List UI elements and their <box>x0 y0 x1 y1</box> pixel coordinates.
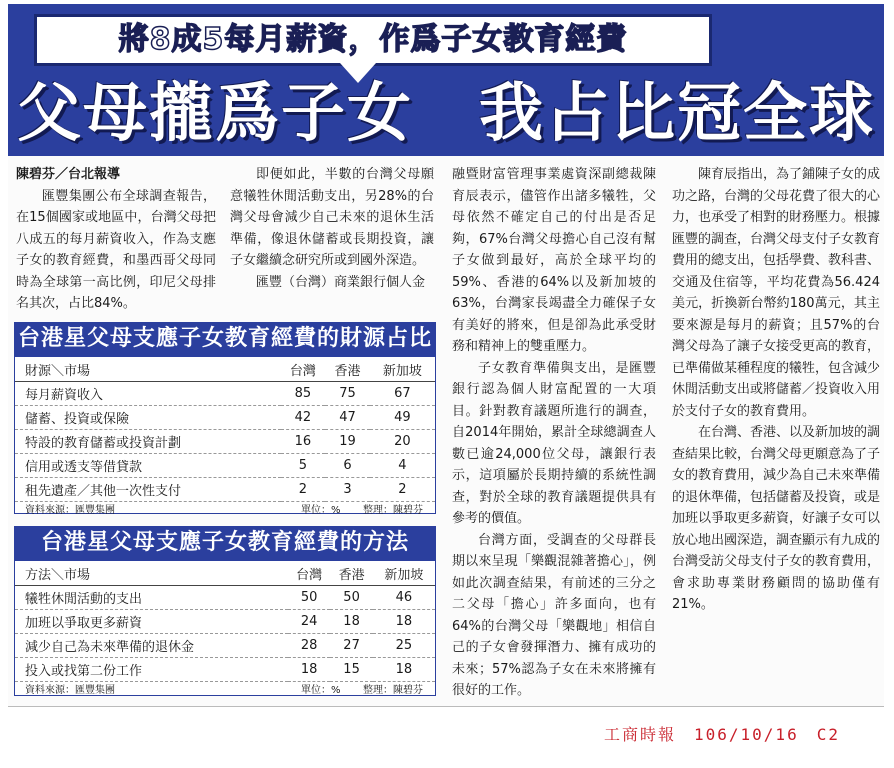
cell-hongkong: 47 <box>325 406 370 430</box>
editor-note: 整理：陳碧芬 <box>363 505 423 516</box>
funding-source-title: 台港星父母支應子女教育經費的財源占比 <box>14 322 436 356</box>
cell-singapore: 49 <box>370 406 435 430</box>
funding-source-table <box>15 357 435 502</box>
cell-hongkong: 19 <box>325 430 370 454</box>
cell-taiwan: 28 <box>288 634 330 658</box>
article-paragraph: 陳育辰指出，為了鋪陳子女的成功之路，台灣的父母花費了很大的心力，也承受了相對的財務壓力。根據匯豐的調查，台灣父母支付子女教育費用的總支出，包括學費、教科書、交通及住宿等，平均花費為56.424美元，折換新台幣約180萬元，其主要來源是每月的薪資；且57%的台灣父母為了讓子女接受更高的教育，已準備做某種程度的犧牲，包含減少休閒活動支出或將儲蓄／投資收入用於支付子女的教育費用。 <box>672 167 881 419</box>
cell-singapore: 67 <box>370 382 435 406</box>
funding-method-title: 台港星父母支應子女教育經費的方法 <box>14 526 436 560</box>
column-header: 方法＼市場 <box>15 561 288 586</box>
table-footnote <box>15 682 435 700</box>
article-column-2 <box>230 164 434 293</box>
kicker-box <box>34 14 712 66</box>
byline: 陳碧芬／台北報導 <box>16 167 121 182</box>
funding-source-body <box>14 356 436 514</box>
cell-taiwan: 50 <box>288 586 330 610</box>
cell-singapore: 20 <box>370 430 435 454</box>
column-header: 新加坡 <box>373 561 435 586</box>
cell-hongkong: 18 <box>330 610 372 634</box>
table-row <box>15 586 435 610</box>
column-header: 香港 <box>330 561 372 586</box>
cell-taiwan: 16 <box>281 430 326 454</box>
cell-hongkong: 27 <box>330 634 372 658</box>
table-row <box>15 658 435 682</box>
cell-taiwan: 5 <box>281 454 326 478</box>
news-clipping <box>8 4 884 706</box>
cell-taiwan: 2 <box>281 478 326 502</box>
masthead-dateline: 工商時報 106/10/16 C2 <box>604 725 840 744</box>
cell-taiwan: 18 <box>288 658 330 682</box>
table-header-row <box>15 561 435 586</box>
column-header: 台灣 <box>281 357 326 382</box>
headline-banner <box>8 4 884 156</box>
unit-note: 單位：% <box>301 685 341 696</box>
table-footnote <box>15 502 435 520</box>
table-row <box>15 478 435 502</box>
article-paragraph: 台灣方面，受調查的父母群長期以來呈現「樂觀混雜著擔心」，例如此次調查結果，有前述的三分之二父母「擔心」許多面向，也有64%的台灣父母「樂觀地」相信自己的子女會發揮潛力、擁有成功的未來；57%認為子女在未來將擁有很好的工作。 <box>452 532 656 698</box>
article-paragraph: 融暨財富管理事業處資深副總裁陳育辰表示，儘管作出諸多犧牲，父母依然不確定自己的付出是否足夠，67%台灣父母擔心自己沒有幫子女做到最好，高於全球平均的59%、香港的64%以及新加坡的63%，台灣家長竭盡全力確保子女有美好的將來，但是卻為此承受財務和精神上的雙重壓力。 <box>452 167 656 354</box>
cell-hongkong: 6 <box>325 454 370 478</box>
table-row <box>15 430 435 454</box>
article-paragraph: 在台灣、香港、以及新加坡的調查結果比較，台灣父母更願意為了子女的教育費用，減少為自己未來準備的退休準備，包括儲蓄及投資，或是加班以爭取更多薪資，好讓子女可以放心地出國深造，調查顯示有九成的台灣受訪父母支付子女的教育費用，會求助專業財務顧問的協助僅有21%。 <box>672 425 881 612</box>
row-label: 減少自己為未來準備的退休金 <box>15 634 288 658</box>
cell-taiwan: 42 <box>281 406 326 430</box>
row-label: 租先遺產／其他一次性支付 <box>15 478 281 502</box>
article-column-3 <box>452 164 656 702</box>
column-header: 新加坡 <box>370 357 435 382</box>
cell-taiwan: 24 <box>288 610 330 634</box>
table-row <box>15 634 435 658</box>
kicker-text: 將8成5每月薪資，作爲子女教育經費 <box>118 22 628 57</box>
unit-note: 單位：% <box>301 505 341 516</box>
row-label: 特設的教育儲蓄或投資計劃 <box>15 430 281 454</box>
cell-hongkong: 50 <box>330 586 372 610</box>
cell-singapore: 25 <box>373 634 435 658</box>
cell-taiwan: 85 <box>281 382 326 406</box>
cell-singapore: 2 <box>370 478 435 502</box>
funding-source-box <box>14 322 436 514</box>
article-column-1 <box>16 164 216 315</box>
source-note: 資料來源：匯豐集團 <box>25 505 115 516</box>
cell-singapore: 18 <box>373 658 435 682</box>
source-note: 資料來源：匯豐集團 <box>25 685 115 696</box>
table-header-row <box>15 357 435 382</box>
cell-singapore: 46 <box>373 586 435 610</box>
cell-singapore: 18 <box>373 610 435 634</box>
row-label: 犧牲休閒活動的支出 <box>15 586 288 610</box>
cell-hongkong: 15 <box>330 658 372 682</box>
row-label: 每月薪資收入 <box>15 382 281 406</box>
article-paragraph: 即便如此，半數的台灣父母願意犧牲休閒活動支出，另28%的台灣父母會減少自己未來的退休生活準備，像退休儲蓄或長期投資，讓子女繼續念研究所或到國外深造。 <box>230 167 434 268</box>
table-row <box>15 454 435 478</box>
article-paragraph: 匯豐集團公布全球調查報告，在15個國家或地區中，台灣父母把八成五的每月薪資收入，作為支應子女的教育經費，和墨西哥父母同時為全球第一高比例，印尼父母排名其次，占比84%。 <box>16 188 216 311</box>
article-paragraph: 子女教育準備與支出，是匯豐銀行認為個人財富配置的一大項目。針對教育議題所進行的調查，自2014年開始，累計全球總調查人數已逾24,000位父母，讓銀行表示，這項屬於長期持續的系統性調查，對於全球的教育議題提供具有參考的價值。 <box>452 360 656 526</box>
column-header: 香港 <box>325 357 370 382</box>
table-row <box>15 406 435 430</box>
cell-singapore: 4 <box>370 454 435 478</box>
cell-hongkong: 75 <box>325 382 370 406</box>
cell-hongkong: 3 <box>325 478 370 502</box>
row-label: 儲蓄、投資或保險 <box>15 406 281 430</box>
article-paragraph: 匯豐（台灣）商業銀行個人金 <box>256 274 426 290</box>
editor-note: 整理：陳碧芬 <box>363 685 423 696</box>
main-headline: 父母攏爲子女 我占比冠全球 <box>17 77 875 151</box>
funding-method-body <box>14 560 436 696</box>
funding-method-box <box>14 526 436 698</box>
table-row <box>15 382 435 406</box>
table-row <box>15 610 435 634</box>
article-column-4 <box>672 164 880 616</box>
column-header: 財源＼市場 <box>15 357 281 382</box>
row-label: 信用或透支等借貸款 <box>15 454 281 478</box>
row-label: 投入或找第二份工作 <box>15 658 288 682</box>
row-label: 加班以爭取更多薪資 <box>15 610 288 634</box>
clipping-edge <box>8 706 884 707</box>
funding-method-table <box>15 561 435 682</box>
column-header: 台灣 <box>288 561 330 586</box>
